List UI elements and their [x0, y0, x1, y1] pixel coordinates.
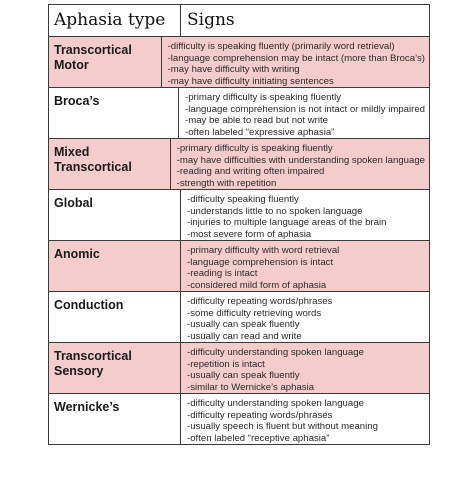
sign-line: -similar to Wernicke’s aphasia — [187, 381, 315, 393]
signs-cell — [181, 190, 429, 240]
table-row — [49, 36, 429, 87]
sign-line: -primary difficulty is speaking fluently — [185, 92, 342, 103]
sign-line: -may be able to read but not write — [185, 115, 328, 127]
sign-line: -difficulty repeating words/phrases — [187, 409, 333, 421]
table-header-row — [49, 5, 429, 36]
sign-line: -language comprehension is not intact or mildly impaired — [185, 103, 425, 115]
sign-line: -usually speech is fluent but without meaning — [187, 421, 378, 433]
sign-line: -some difficulty retrieving words — [187, 307, 322, 319]
sign-line: -may have difficulty with writing — [167, 64, 300, 76]
sign-line: -often labeled “expressive aphasia” — [185, 126, 335, 138]
sign-line: -usually can read and write — [187, 330, 302, 342]
aphasia-type-cell: Conduction — [49, 292, 181, 342]
sign-line: -strength with repetition — [176, 177, 277, 189]
signs-cell — [179, 88, 429, 138]
table-row — [49, 189, 429, 240]
table-row — [49, 138, 429, 189]
table-row — [49, 342, 429, 393]
sign-line: -understands little to no spoken language — [187, 205, 363, 217]
sign-line: -usually can speak fluently — [187, 370, 300, 382]
aphasia-type-cell: Anomic — [49, 241, 181, 291]
aphasia-type-cell: Mixed Transcortical — [49, 139, 171, 189]
sign-line: -repetition is intact — [187, 358, 265, 370]
aphasia-type-cell: Wernicke’s — [49, 394, 181, 444]
sign-line: -difficulty speaking fluently — [187, 194, 299, 205]
table-row — [49, 393, 429, 444]
aphasia-type-cell: Broca’s — [49, 88, 179, 138]
sign-line: -reading is intact — [187, 268, 258, 280]
table-row — [49, 240, 429, 291]
sign-line: -usually can speak fluently — [187, 319, 300, 331]
sign-line: -difficulty repeating words/phrases — [187, 296, 333, 307]
signs-cell — [181, 343, 429, 393]
signs-cell — [171, 139, 429, 189]
sign-line: -difficulty is speaking fluently (primarily word retrieval) — [167, 41, 395, 52]
table-row — [49, 87, 429, 138]
aphasia-type-cell: Transcortical Sensory — [49, 343, 181, 393]
sign-line: -difficulty understanding spoken language — [187, 347, 364, 358]
table-row — [49, 291, 429, 342]
signs-cell — [181, 292, 429, 342]
sign-line: -primary difficulty is speaking fluently — [176, 143, 333, 154]
header-aphasia-type: Aphasia type — [49, 5, 181, 36]
sign-line: -may have difficulty initiating sentences — [167, 75, 334, 87]
sign-line: -most severe form of aphasia — [187, 228, 312, 240]
aphasia-table — [48, 4, 430, 445]
signs-cell — [181, 394, 429, 444]
header-signs: Signs — [187, 10, 235, 30]
sign-line: -injuries to multiple language areas of the brain — [187, 217, 387, 229]
aphasia-type-cell: Transcortical Motor — [49, 37, 162, 87]
sign-line: -language comprehension may be intact (more than Broca’s) — [167, 52, 425, 64]
sign-line: -often labeled “receptive aphasia” — [187, 432, 330, 444]
aphasia-type-cell: Global — [49, 190, 181, 240]
sign-line: -difficulty understanding spoken language — [187, 398, 364, 409]
sign-line: -considered mild form of aphasia — [187, 279, 327, 291]
sign-line: -primary difficulty with word retrieval — [187, 245, 340, 256]
signs-cell — [162, 37, 429, 87]
signs-cell — [181, 241, 429, 291]
sign-line: -language comprehension is intact — [187, 256, 334, 268]
sign-line: -reading and writing often impaired — [176, 166, 325, 178]
sign-line: -may have difficulties with understanding spoken language — [176, 154, 425, 166]
